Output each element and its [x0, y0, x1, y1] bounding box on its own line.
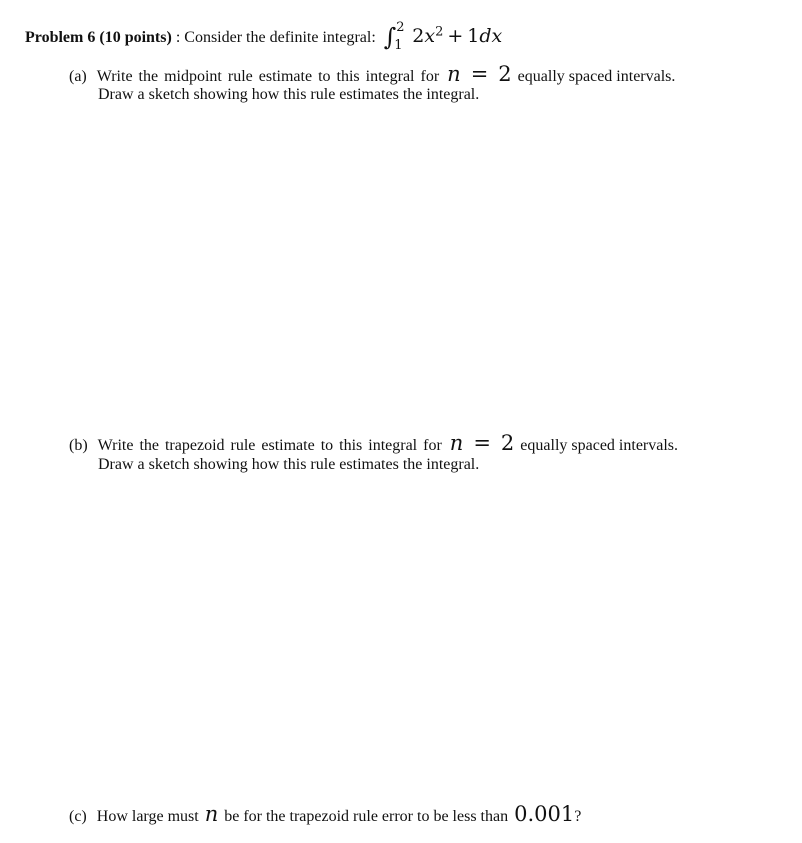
part-a-n-variable: n [447, 62, 461, 86]
part-c-value: 0.001 [514, 802, 575, 826]
problem-intro: Consider the definite integral: [184, 29, 376, 46]
part-c-text: How large must [96, 808, 199, 825]
problem-header [25, 20, 503, 53]
part-b-label: (b) [69, 437, 88, 454]
plus-sign: + [447, 25, 464, 47]
integral-sign: ∫ [383, 23, 397, 51]
integral-expression [383, 20, 503, 53]
part-b-equals: = [473, 431, 491, 455]
integrand-variable: x [424, 25, 436, 47]
problem-label: Problem 6 (10 points) [25, 29, 172, 46]
header-separator: : [175, 29, 181, 46]
upper-limit: 2 [396, 20, 405, 35]
part-c-n-variable: n [204, 802, 219, 826]
part-c-text-mid: be for the trapezoid rule error to be less than [224, 808, 509, 825]
part-b-n-variable: n [449, 431, 464, 455]
part-c-line1 [69, 804, 581, 827]
lower-limit: 1 [394, 38, 403, 53]
part-a-line1 [69, 64, 675, 87]
differential: dx [479, 25, 503, 47]
integrand-constant: 1 [467, 25, 480, 47]
part-a-label: (a) [69, 68, 87, 85]
part-c-label: (c) [69, 808, 87, 825]
part-b-line2: Draw a sketch showing how this rule estimates the integral. [98, 456, 480, 473]
part-b-n-value: 2 [500, 431, 515, 455]
integral-limits [394, 20, 408, 53]
part-a-text-after: equally spaced intervals. [517, 68, 676, 85]
part-b-text: Write the trapezoid rule estimate to this integral for [97, 437, 442, 454]
part-b-line1 [69, 433, 678, 456]
integrand-exponent: 2 [435, 24, 444, 40]
part-c-question-mark: ? [574, 808, 582, 825]
part-a-line2: Draw a sketch showing how this rule estimates the integral. [98, 86, 480, 103]
part-b-text-after: equally spaced intervals. [520, 437, 679, 454]
part-a-n-value: 2 [498, 62, 512, 86]
integrand-coefficient: 2 [412, 25, 425, 47]
part-a-equals: = [470, 62, 489, 86]
part-a-text: Write the midpoint rule estimate to this integral for [96, 68, 440, 85]
